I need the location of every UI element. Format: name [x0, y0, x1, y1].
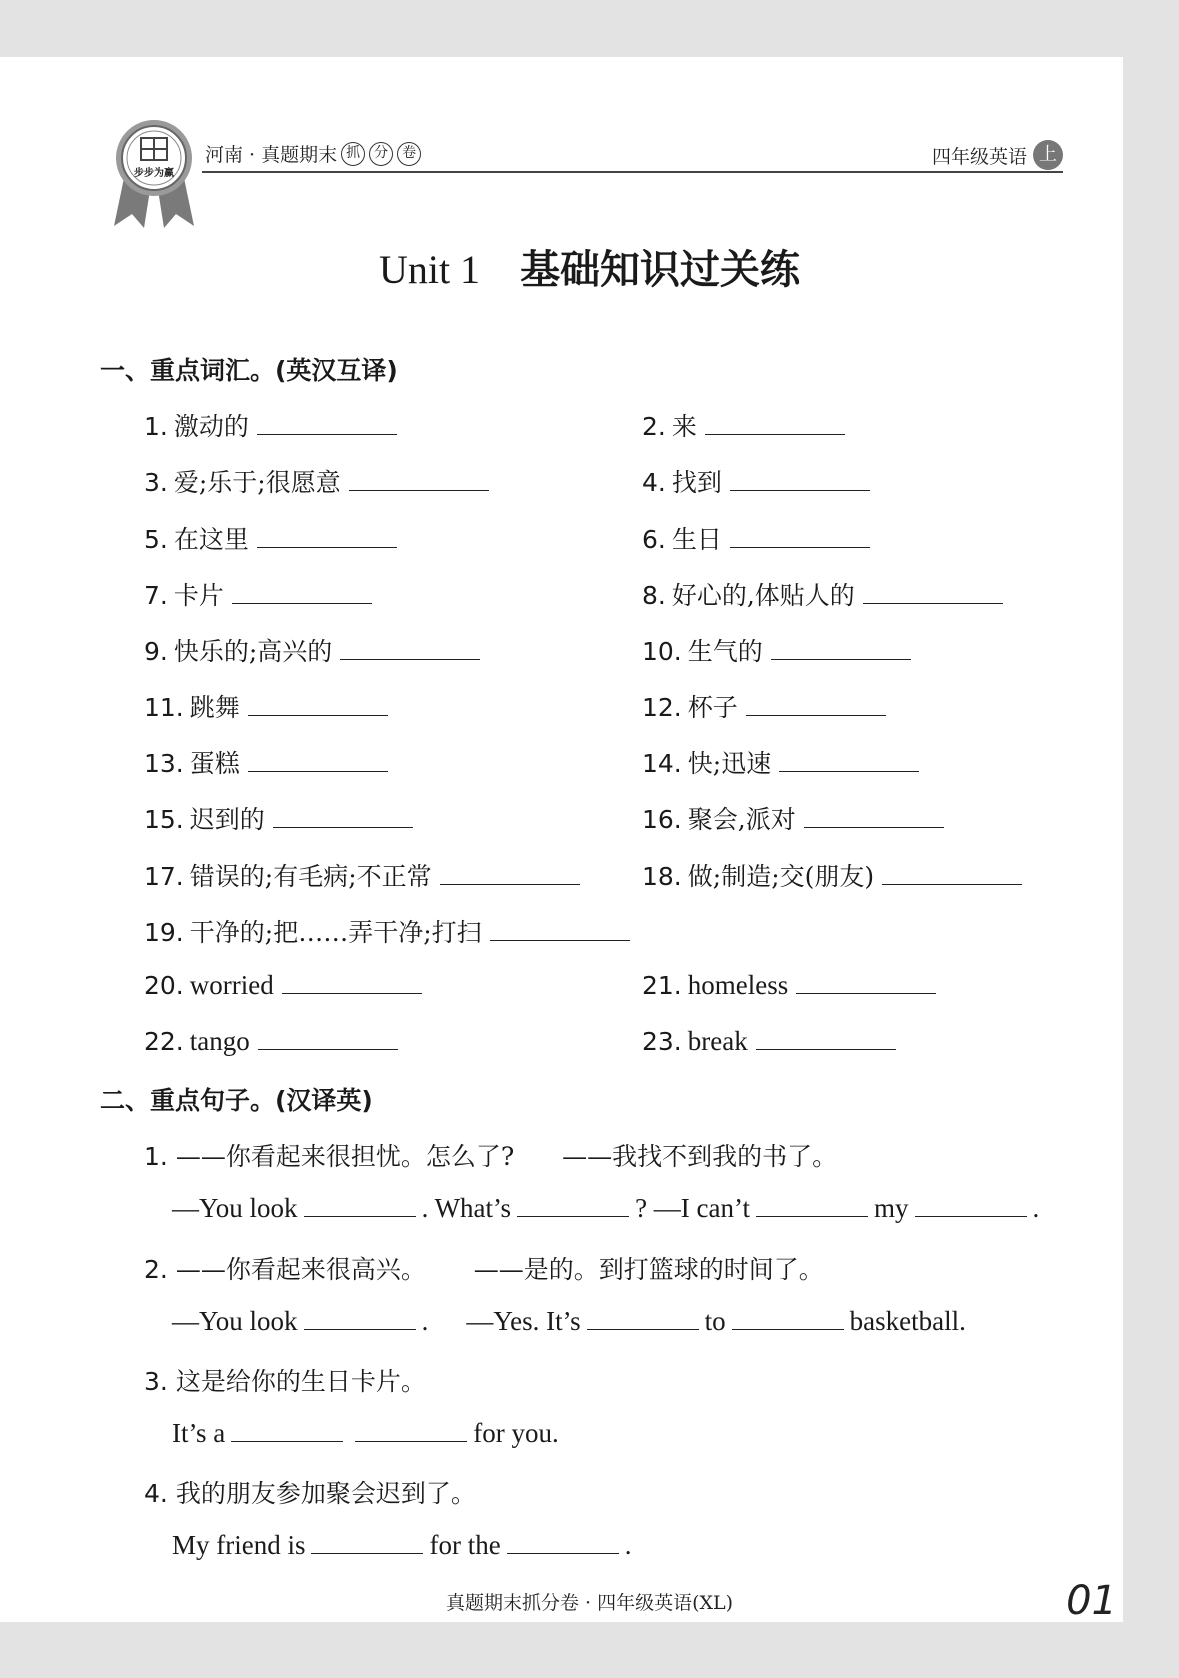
answer-blank[interactable] — [882, 883, 1022, 885]
header-char-1: 抓 — [341, 142, 365, 166]
vocab-item — [144, 688, 388, 724]
vocab-number: 6. — [642, 525, 666, 554]
vocab-number: 5. — [144, 525, 168, 554]
vocab-number: 7. — [144, 581, 168, 610]
header-prefix: 河南 · 真题期末 — [205, 144, 338, 166]
answer-blank[interactable] — [771, 658, 911, 660]
vocab-item — [144, 744, 388, 780]
answer-blank[interactable] — [863, 602, 1003, 604]
vocab-item — [144, 576, 372, 612]
vocab-item — [642, 970, 936, 1001]
answer-blank[interactable] — [587, 1328, 699, 1330]
vocab-item — [642, 576, 1003, 612]
sentence-2-cn: 2. ——你看起来很高兴。 ——是的。到打篮球的时间了。 — [144, 1255, 824, 1284]
vocab-word: homeless — [687, 970, 789, 1000]
vocab-word: 生气的 — [687, 637, 763, 666]
section-1-heading: 一、重点词汇。(英汉互译) — [100, 356, 398, 385]
answer-blank[interactable] — [705, 433, 845, 435]
vocab-item — [144, 857, 580, 893]
answer-blank[interactable] — [746, 714, 886, 716]
sentence-2-en: —You look . —Yes. It’s to basketball. — [172, 1306, 966, 1336]
svg-text:步步为赢: 步步为赢 — [134, 168, 174, 179]
vocab-number: 22. — [144, 1027, 184, 1056]
vocab-number: 19. — [144, 918, 184, 947]
answer-blank[interactable] — [248, 714, 388, 716]
vocab-word: 杯子 — [687, 693, 738, 722]
answer-blank[interactable] — [257, 433, 397, 435]
vocab-number: 9. — [144, 637, 168, 666]
vocab-word: 生日 — [671, 525, 722, 554]
vocab-item — [642, 800, 944, 836]
vocab-word: 快;迅速 — [687, 749, 772, 778]
vocab-item — [144, 800, 413, 836]
answer-blank[interactable] — [355, 1440, 467, 1442]
answer-blank[interactable] — [730, 546, 870, 548]
vocab-number: 21. — [642, 971, 682, 1000]
sentence-1-cn: 1. ——你看起来很担忧。怎么了? ——我找不到我的书了。 — [144, 1142, 838, 1171]
vocab-number: 1. — [144, 412, 168, 441]
answer-blank[interactable] — [282, 992, 422, 994]
vocab-number: 12. — [642, 693, 682, 722]
vocab-number: 14. — [642, 749, 682, 778]
vocab-word: 快乐的;高兴的 — [173, 637, 333, 666]
vocab-item — [144, 970, 422, 1001]
answer-blank[interactable] — [804, 826, 944, 828]
vocab-word: 激动的 — [173, 412, 249, 441]
vocab-item — [642, 407, 845, 443]
vocab-word: 聚会,派对 — [687, 805, 796, 834]
vocab-word: worried — [189, 970, 274, 1000]
vocab-item — [144, 463, 489, 499]
answer-blank[interactable] — [304, 1215, 416, 1217]
vocab-number: 15. — [144, 805, 184, 834]
answer-blank[interactable] — [517, 1215, 629, 1217]
title-cn: 基础知识过关练 — [520, 247, 801, 293]
vocab-word: 跳舞 — [189, 693, 240, 722]
vocab-word: 干净的;把……弄干净;打扫 — [189, 918, 482, 947]
answer-blank[interactable] — [257, 546, 397, 548]
vocab-number: 20. — [144, 971, 184, 1000]
seal-logo-icon — [110, 118, 198, 230]
answer-blank[interactable] — [232, 602, 372, 604]
vocab-item — [144, 913, 630, 949]
vocab-number: 3. — [144, 468, 168, 497]
vocab-word: tango — [189, 1026, 250, 1056]
vocab-item — [642, 632, 911, 668]
vocab-number: 8. — [642, 581, 666, 610]
vocab-word: 来 — [671, 412, 697, 441]
vocab-item — [144, 520, 397, 556]
answer-blank[interactable] — [796, 992, 936, 994]
header-series-title — [205, 140, 421, 167]
header-grade — [932, 140, 1063, 170]
answer-blank[interactable] — [248, 770, 388, 772]
footer-text: 真题期末抓分卷 · 四年级英语(XL) — [445, 1592, 734, 1614]
sentence-4-cn: 4. 我的朋友参加聚会迟到了。 — [144, 1479, 476, 1508]
vocab-word: 爱;乐于;很愿意 — [173, 468, 341, 497]
vocab-number: 4. — [642, 468, 666, 497]
answer-blank[interactable] — [915, 1215, 1027, 1217]
sentence-3-cn: 3. 这是给你的生日卡片。 — [144, 1367, 426, 1396]
vocab-word: 好心的,体贴人的 — [671, 581, 855, 610]
vocab-item — [642, 520, 870, 556]
answer-blank[interactable] — [732, 1328, 844, 1330]
vocab-word: 做;制造;交(朋友) — [687, 862, 875, 891]
vocab-number: 16. — [642, 805, 682, 834]
sentence-1-en: —You look . What’s ? —I can’t my . — [172, 1193, 1040, 1223]
vocab-item — [144, 632, 480, 668]
answer-blank[interactable] — [756, 1215, 868, 1217]
answer-blank[interactable] — [490, 939, 630, 941]
sentence-4-en: My friend is for the . — [172, 1530, 632, 1560]
vocab-number: 2. — [642, 412, 666, 441]
title-unit: Unit 1 — [378, 247, 481, 292]
section-2-heading: 二、重点句子。(汉译英) — [100, 1086, 373, 1115]
vocab-item — [642, 1026, 896, 1057]
vocab-word: 迟到的 — [189, 805, 265, 834]
answer-blank[interactable] — [340, 658, 480, 660]
header-char-2: 分 — [369, 142, 393, 166]
vocab-word: 错误的;有毛病;不正常 — [189, 862, 432, 891]
vocab-number: 18. — [642, 862, 682, 891]
vocab-item — [642, 688, 886, 724]
vocab-item — [144, 1026, 398, 1057]
header-char-3: 卷 — [397, 142, 421, 166]
header-divider — [202, 171, 1063, 173]
vocab-word: 在这里 — [173, 525, 249, 554]
vocab-item — [144, 407, 397, 443]
vocab-word: 找到 — [671, 468, 722, 497]
answer-blank[interactable] — [273, 826, 413, 828]
header-grade-text: 四年级英语 — [931, 145, 1027, 168]
answer-blank[interactable] — [507, 1552, 619, 1554]
vocab-item — [642, 463, 870, 499]
vocab-word: break — [687, 1026, 748, 1056]
answer-blank[interactable] — [311, 1552, 423, 1554]
vocab-item — [642, 857, 1022, 893]
answer-blank[interactable] — [756, 1048, 896, 1050]
vocab-number: 13. — [144, 749, 184, 778]
answer-blank[interactable] — [730, 489, 870, 491]
answer-blank[interactable] — [258, 1048, 398, 1050]
volume-badge: 上 — [1033, 140, 1063, 170]
vocab-item — [642, 744, 919, 780]
page-header — [110, 60, 1063, 179]
page-title — [0, 238, 1179, 295]
vocab-word: 蛋糕 — [189, 749, 240, 778]
answer-blank[interactable] — [440, 883, 580, 885]
vocab-number: 10. — [642, 637, 682, 666]
vocab-number: 17. — [144, 862, 184, 891]
answer-blank[interactable] — [231, 1440, 343, 1442]
page-number: 01 — [1066, 1578, 1117, 1624]
vocab-word: 卡片 — [173, 581, 224, 610]
answer-blank[interactable] — [349, 489, 489, 491]
answer-blank[interactable] — [304, 1328, 416, 1330]
answer-blank[interactable] — [779, 770, 919, 772]
sentence-3-en: It’s a for you. — [172, 1418, 559, 1448]
vocab-number: 23. — [642, 1027, 682, 1056]
vocab-number: 11. — [144, 693, 184, 722]
